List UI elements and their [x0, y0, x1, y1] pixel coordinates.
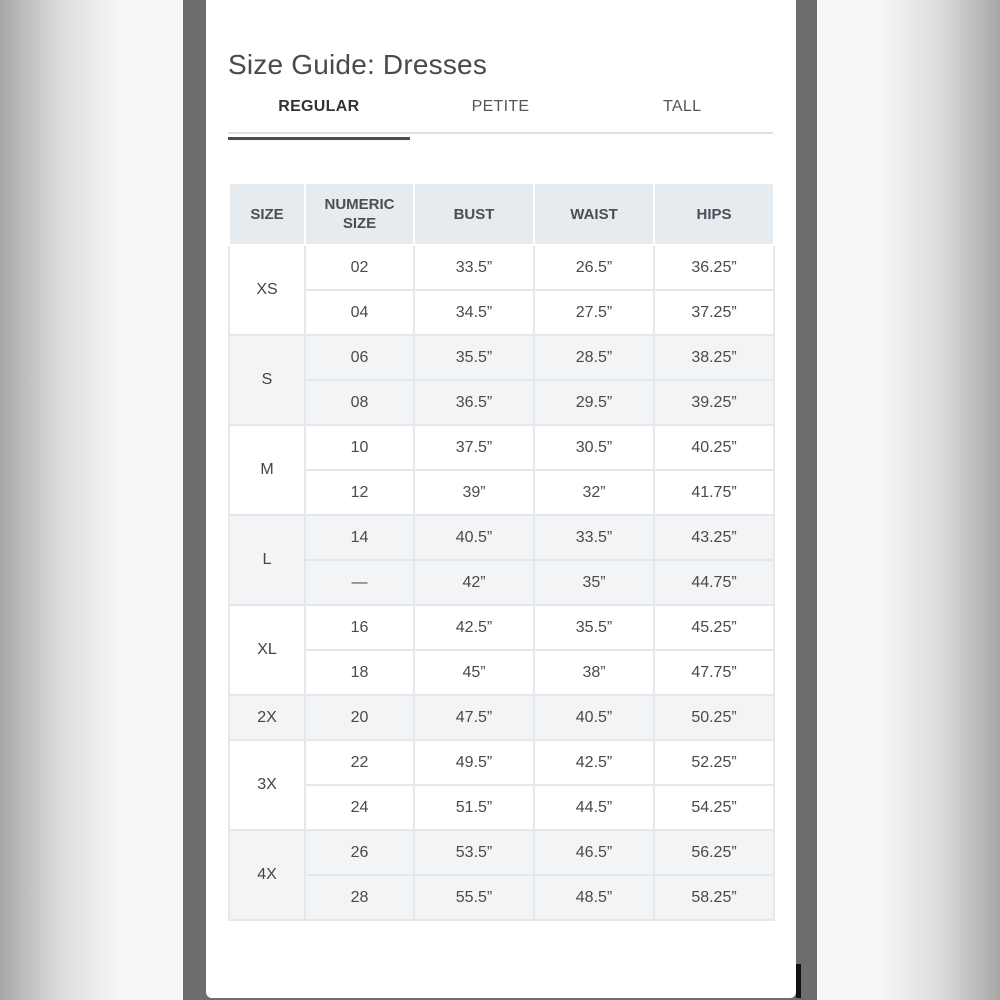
- bust-cell: 47.5”: [414, 695, 534, 740]
- hips-cell: 54.25”: [654, 785, 774, 830]
- size-cell: 4X: [229, 830, 305, 920]
- numeric-size-cell: 12: [305, 470, 414, 515]
- size-cell: XS: [229, 245, 305, 335]
- hips-cell: 36.25”: [654, 245, 774, 290]
- size-cell: S: [229, 335, 305, 425]
- hips-cell: 41.75”: [654, 470, 774, 515]
- hips-cell: 56.25”: [654, 830, 774, 875]
- numeric-size-cell: 08: [305, 380, 414, 425]
- numeric-size-cell: 06: [305, 335, 414, 380]
- hips-cell: 47.75”: [654, 650, 774, 695]
- header-hips: HIPS: [654, 183, 774, 245]
- tab-regular[interactable]: REGULAR: [228, 88, 410, 134]
- header-waist: WAIST: [534, 183, 654, 245]
- size-cell: 3X: [229, 740, 305, 830]
- table-row: [229, 245, 774, 290]
- size-cell: M: [229, 425, 305, 515]
- table-header-row: [229, 183, 774, 245]
- bust-cell: 37.5”: [414, 425, 534, 470]
- header-size: SIZE: [229, 183, 305, 245]
- waist-cell: 38”: [534, 650, 654, 695]
- bust-cell: 42”: [414, 560, 534, 605]
- table-row: [229, 290, 774, 335]
- table-row: [229, 830, 774, 875]
- size-cell: 2X: [229, 695, 305, 740]
- bust-cell: 35.5”: [414, 335, 534, 380]
- bust-cell: 42.5”: [414, 605, 534, 650]
- waist-cell: 48.5”: [534, 875, 654, 920]
- waist-cell: 33.5”: [534, 515, 654, 560]
- header-numeric-size-label: NUMERIC SIZE: [324, 196, 395, 232]
- bust-cell: 34.5”: [414, 290, 534, 335]
- waist-cell: 27.5”: [534, 290, 654, 335]
- waist-cell: 42.5”: [534, 740, 654, 785]
- table-row: [229, 740, 774, 785]
- hips-cell: 58.25”: [654, 875, 774, 920]
- numeric-size-cell: 22: [305, 740, 414, 785]
- table-row: [229, 515, 774, 560]
- hips-cell: 44.75”: [654, 560, 774, 605]
- numeric-size-cell: 16: [305, 605, 414, 650]
- numeric-size-cell: 14: [305, 515, 414, 560]
- table-row: [229, 875, 774, 920]
- numeric-size-cell: 18: [305, 650, 414, 695]
- table-row: [229, 560, 774, 605]
- hips-cell: 50.25”: [654, 695, 774, 740]
- tab-tall[interactable]: TALL: [663, 98, 702, 115]
- numeric-size-cell: —: [305, 560, 414, 605]
- waist-cell: 26.5”: [534, 245, 654, 290]
- panel-edge-shadow: [796, 964, 801, 998]
- table-row: [229, 380, 774, 425]
- hips-cell: 43.25”: [654, 515, 774, 560]
- waist-cell: 35”: [534, 560, 654, 605]
- waist-cell: 29.5”: [534, 380, 654, 425]
- hips-cell: 39.25”: [654, 380, 774, 425]
- header-numeric-size: [305, 183, 414, 245]
- hips-cell: 52.25”: [654, 740, 774, 785]
- numeric-size-cell: 24: [305, 785, 414, 830]
- bust-cell: 39”: [414, 470, 534, 515]
- numeric-size-cell: 04: [305, 290, 414, 335]
- numeric-size-cell: 26: [305, 830, 414, 875]
- waist-cell: 35.5”: [534, 605, 654, 650]
- waist-cell: 28.5”: [534, 335, 654, 380]
- page-title: Size Guide: Dresses: [228, 48, 488, 80]
- table-row: [229, 650, 774, 695]
- size-table: [228, 182, 775, 921]
- header-bust: BUST: [414, 183, 534, 245]
- table-row: [229, 695, 774, 740]
- waist-cell: 44.5”: [534, 785, 654, 830]
- numeric-size-cell: 02: [305, 245, 414, 290]
- bust-cell: 49.5”: [414, 740, 534, 785]
- waist-cell: 46.5”: [534, 830, 654, 875]
- bust-cell: 55.5”: [414, 875, 534, 920]
- table-row: [229, 425, 774, 470]
- waist-cell: 32”: [534, 470, 654, 515]
- bust-cell: 33.5”: [414, 245, 534, 290]
- hips-cell: 38.25”: [654, 335, 774, 380]
- waist-cell: 30.5”: [534, 425, 654, 470]
- table-row: [229, 785, 774, 830]
- bust-cell: 51.5”: [414, 785, 534, 830]
- table-body: [229, 245, 774, 920]
- size-cell: L: [229, 515, 305, 605]
- table-row: [229, 470, 774, 515]
- bust-cell: 36.5”: [414, 380, 534, 425]
- numeric-size-cell: 20: [305, 695, 414, 740]
- hips-cell: 40.25”: [654, 425, 774, 470]
- bust-cell: 45”: [414, 650, 534, 695]
- fit-tabs: [228, 88, 773, 134]
- hips-cell: 45.25”: [654, 605, 774, 650]
- table-row: [229, 605, 774, 650]
- hips-cell: 37.25”: [654, 290, 774, 335]
- bust-cell: 40.5”: [414, 515, 534, 560]
- numeric-size-cell: 10: [305, 425, 414, 470]
- waist-cell: 40.5”: [534, 695, 654, 740]
- size-cell: XL: [229, 605, 305, 695]
- tab-petite[interactable]: PETITE: [471, 98, 530, 115]
- bust-cell: 53.5”: [414, 830, 534, 875]
- numeric-size-cell: 28: [305, 875, 414, 920]
- table-row: [229, 335, 774, 380]
